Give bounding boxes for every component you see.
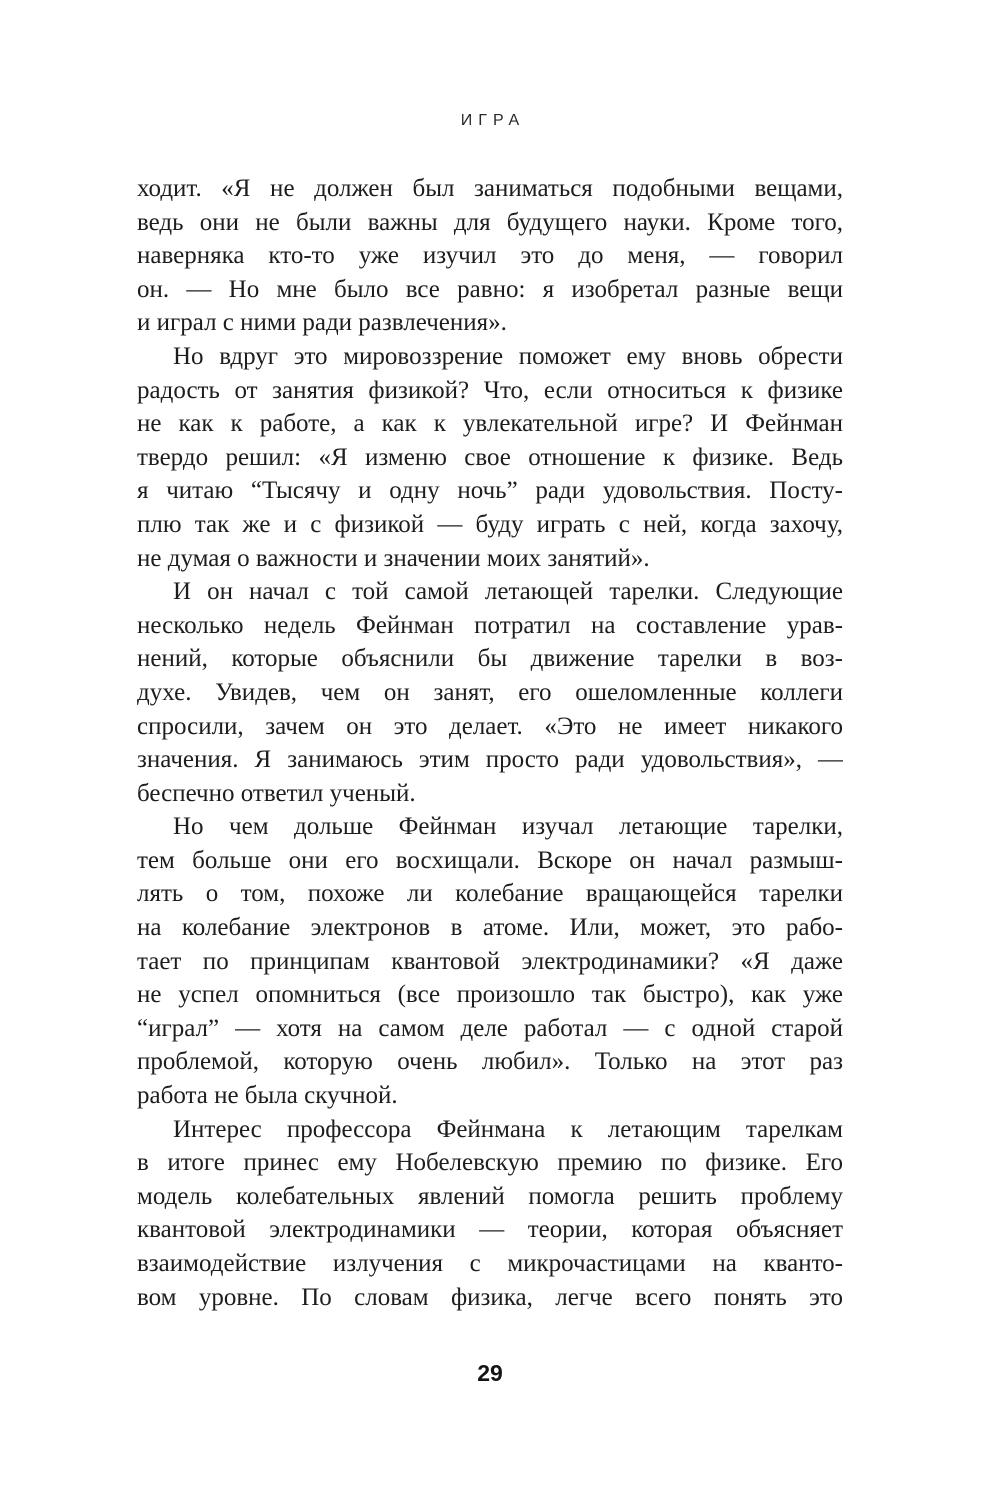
text-line: беспечно ответил ученый. — [137, 779, 416, 807]
text-line: не думая о важности и значении моих занятий». — [137, 544, 650, 572]
text-line: тает по принципам квантовой электродинамики? «Я даже — [137, 947, 843, 975]
text-line: И он начал с той самой летающей тарелки. Следующие — [173, 578, 843, 606]
text-line: “играл” — хотя на самом деле работал — с одной старой — [137, 1014, 843, 1042]
text-line: значения. Я занимаюсь этим просто ради удовольствия», — — [137, 746, 843, 774]
text-line: не успел опомниться (все произошло так быстро), как уже — [137, 981, 843, 1009]
text-line: квантовой электродинамики — теории, которая объясняет — [137, 1216, 843, 1244]
text-line: взаимодействие излучения с микрочастицами на кванто- — [137, 1250, 843, 1277]
text-line: работа не была скучной. — [137, 1082, 398, 1110]
text-line: духе. Увидев, чем он занят, его ошеломленные коллеги — [137, 678, 843, 706]
text-line: проблемой, которую очень любил». Только на этот раз — [137, 1048, 843, 1076]
text-line: спросили, зачем он это делает. «Это не имеет никакого — [137, 712, 843, 740]
paragraph — [137, 1113, 843, 1315]
text-line: плю так же и с физикой — буду играть с ней, когда захочу, — [137, 510, 843, 538]
text-line: на колебание электронов в атоме. Или, может, это рабо- — [137, 914, 843, 942]
text-line: в итоге принес ему Нобелевскую премию по физике. Его — [137, 1149, 843, 1177]
text-line: не как к работе, а как к увлекательной игре? И Фейнман — [137, 410, 843, 438]
text-line: ведь они не были важны для будущего науки. Кроме того, — [137, 208, 843, 236]
paragraph — [137, 340, 843, 575]
paragraph — [137, 575, 843, 810]
text-line: лять о том, похоже ли колебание вращающейся тарелки — [137, 880, 843, 908]
text-line: вом уровне. По словам физика, легче всего понять это — [137, 1283, 843, 1311]
text-line: и играл с ними ради развлечения». — [137, 309, 507, 337]
text-line: он. — Но мне было все равно: я изобретал разные вещи — [137, 275, 843, 303]
text-line: твердо решил: «Я изменю свое отношение к физике. Ведь — [137, 443, 843, 471]
text-line: нений, которые объяснили бы движение тарелки в воз- — [137, 645, 843, 673]
text-line: Интерес профессора Фейнмана к летающим тарелкам — [173, 1115, 843, 1143]
paragraph — [137, 810, 843, 1112]
text-line: тем больше они его восхищали. Вскоре он начал размыш- — [137, 846, 843, 874]
page-number: 29 — [477, 1360, 503, 1386]
text-line: я читаю “Тысячу и одну ночь” ради удовольствия. Посту- — [137, 477, 843, 505]
body-text-column — [137, 172, 843, 1314]
text-line: Но чем дольше Фейнман изучал летающие тарелки, — [173, 813, 843, 841]
text-line: модель колебательных явлений помогла решить проблему — [137, 1182, 843, 1210]
text-line: Но вдруг это мировоззрение поможет ему вновь обрести — [173, 342, 843, 370]
text-line: наверняка кто-то уже изучил это до меня, — говорил — [137, 242, 843, 270]
running-header: ИГРА — [460, 112, 526, 129]
text-line: радость от занятия физикой? Что, если относиться к физике — [137, 376, 843, 404]
paragraph — [137, 172, 843, 340]
text-line: ходит. «Я не должен был заниматься подобными вещами, — [137, 175, 843, 202]
text-line: несколько недель Фейнман потратил на составление урав- — [137, 611, 843, 639]
